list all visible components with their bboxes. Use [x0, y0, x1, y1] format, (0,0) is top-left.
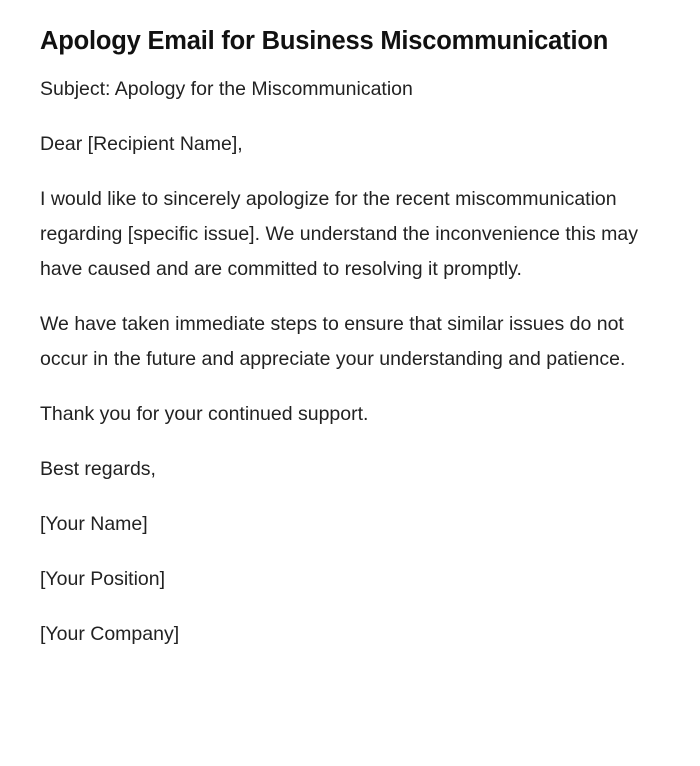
document-title: Apology Email for Business Miscommunication — [40, 27, 609, 55]
email-subject: Subject: Apology for the Miscommunication — [40, 78, 413, 100]
signature-name: [Your Name] — [40, 513, 148, 535]
email-paragraph-apology: I would like to sincerely apologize for the recent miscommunication regarding [specific issue]. We understand the inconvenience this may have caused and are committed to resolving it promptly. — [40, 188, 638, 280]
email-document — [40, 26, 650, 672]
email-thanks: Thank you for your continued support. — [40, 403, 369, 425]
email-paragraph-steps: We have taken immediate steps to ensure that similar issues do not occur in the future and appreciate your understanding and patience. — [40, 313, 626, 370]
email-closing: Best regards, — [40, 458, 156, 480]
signature-company: [Your Company] — [40, 623, 180, 645]
email-greeting: Dear [Recipient Name], — [40, 133, 243, 155]
signature-position: [Your Position] — [40, 568, 166, 590]
